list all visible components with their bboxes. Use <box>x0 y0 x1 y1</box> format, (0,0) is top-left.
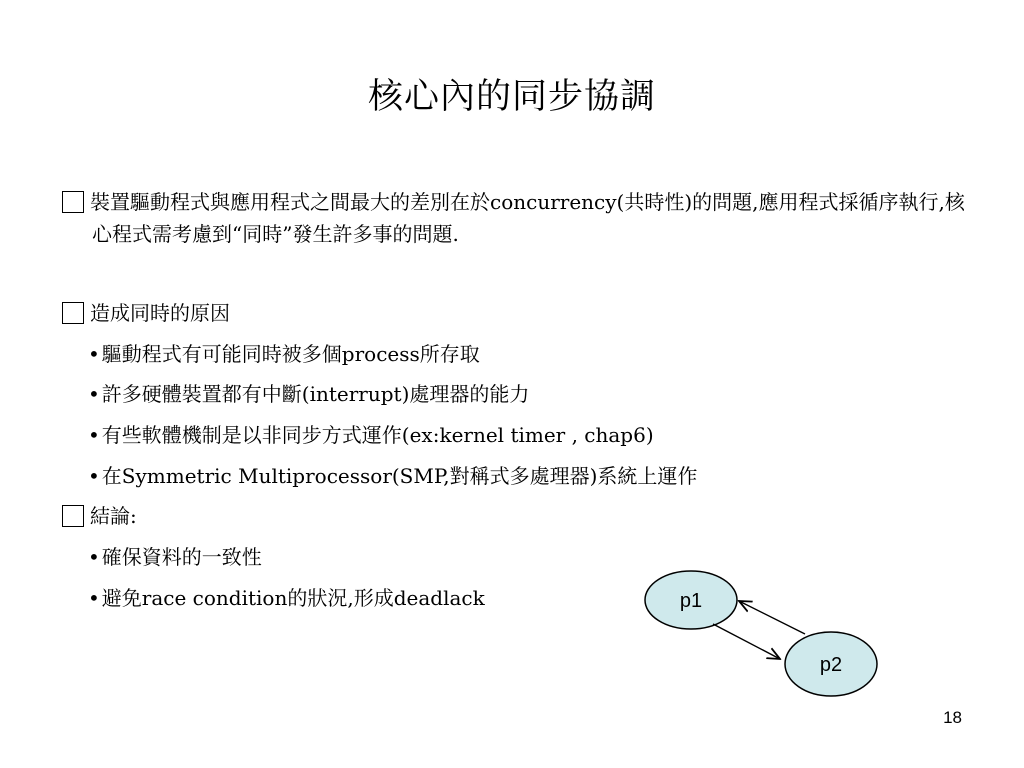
item-text: 有些軟體機制是以非同步方式運作(ex:kernel timer , chap6) <box>101 423 654 447</box>
bullet-icon: • <box>88 342 100 366</box>
item-text: 驅動程式有可能同時被多個process所存取 <box>101 342 480 366</box>
item-text: 許多硬體裝置都有中斷(interrupt)處理器的能力 <box>101 382 530 406</box>
item-text: 在Symmetric Multiprocessor(SMP,對稱式多處理器)系統上運作 <box>101 464 698 488</box>
slide-title: 核心內的同步協調 <box>367 77 656 117</box>
bullet-icon: • <box>88 545 100 569</box>
item-text: 造成同時的原因 <box>90 301 230 325</box>
item-text: 裝置驅動程式與應用程式之間最大的差別在於concurrency(共時性)的問題,應用程式採循序執行,核心程式需考慮到“同時”發生許多事的問題. <box>90 190 965 246</box>
bullet-icon: • <box>88 464 100 488</box>
arrow-p2-to-p1 <box>739 601 805 634</box>
node-p1-label: p1 <box>679 590 703 612</box>
page-number: 18 <box>943 708 962 727</box>
arrow-p1-to-p2 <box>713 624 780 659</box>
bullet-icon: • <box>88 423 100 447</box>
item-text: 避免race condition的狀況,形成deadlack <box>101 586 485 610</box>
node-p2-label: p2 <box>819 654 843 676</box>
bullet-icon: • <box>88 382 100 406</box>
bullet-icon: • <box>88 586 100 610</box>
item-text: 確保資料的一致性 <box>101 545 262 569</box>
item-text: 結論: <box>90 504 137 528</box>
